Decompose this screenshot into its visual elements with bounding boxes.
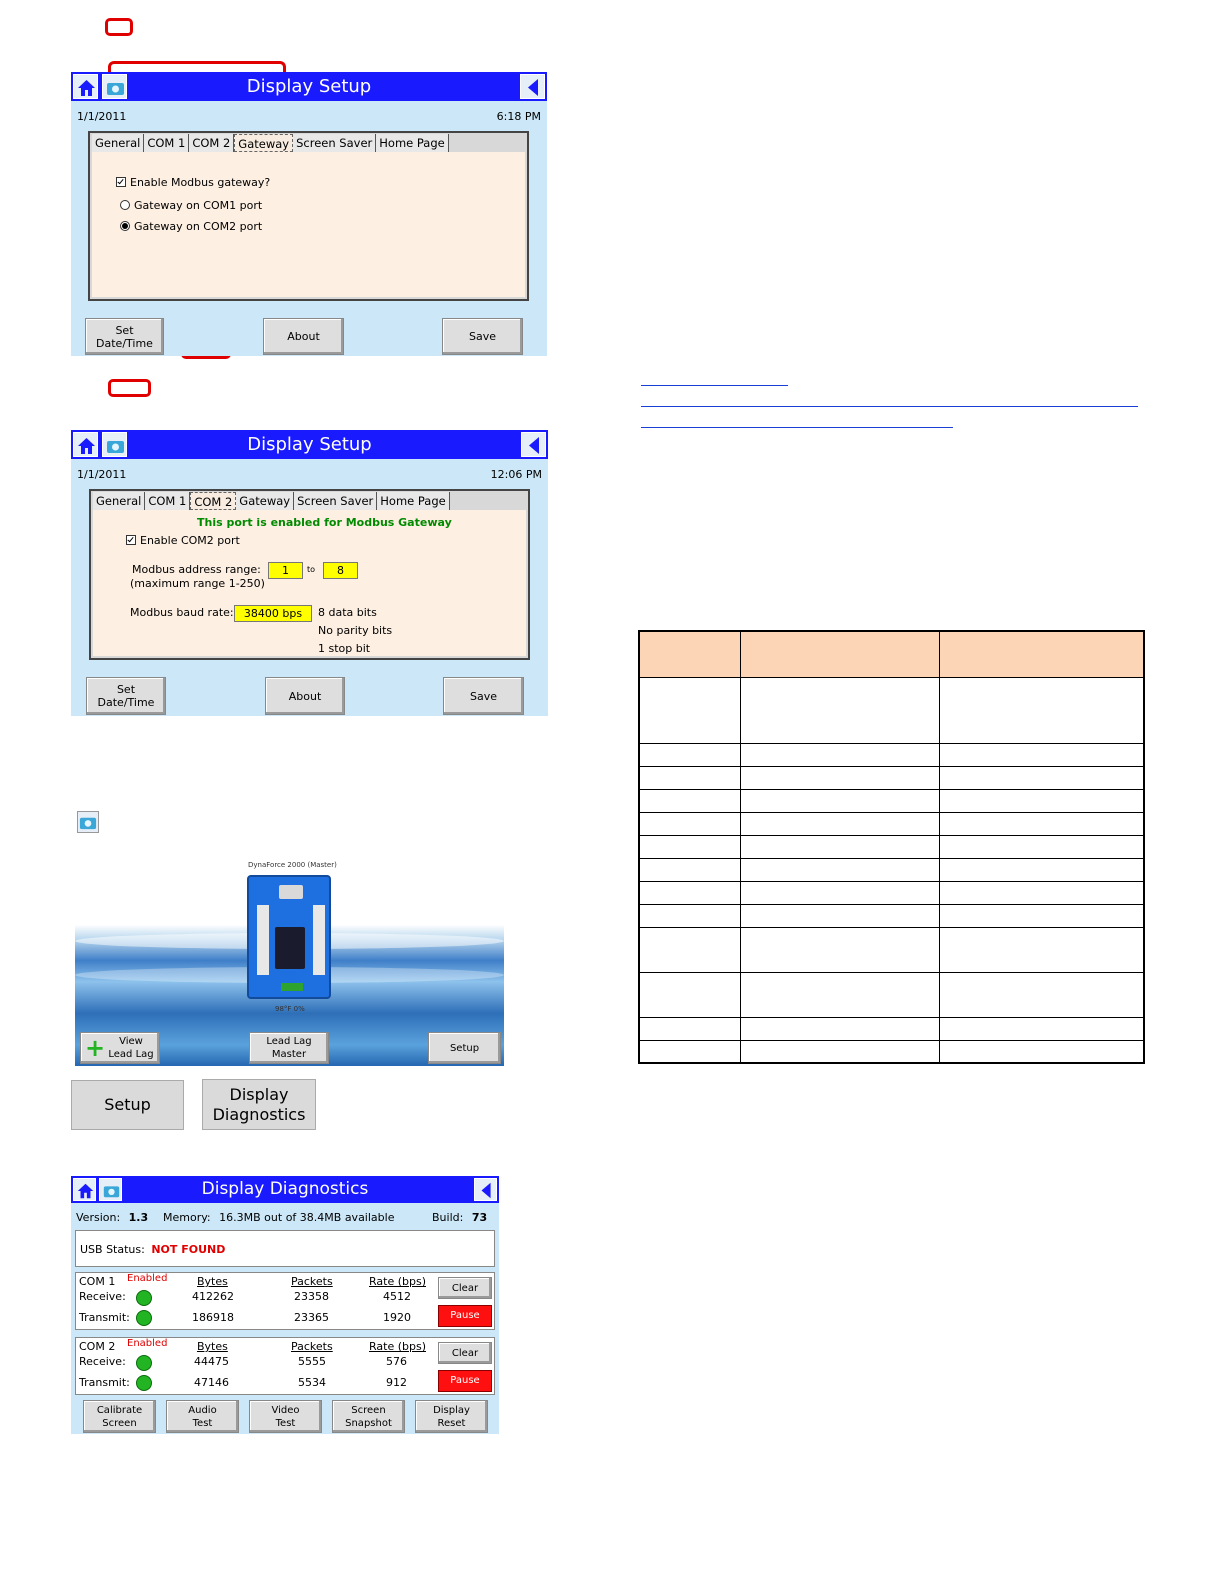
table-cell (741, 631, 940, 677)
settings-tab-panel (89, 489, 530, 660)
temp-reading: 98°F 0% (275, 1005, 305, 1013)
com1-rx-rate: 4512 (383, 1290, 411, 1303)
table-cell (639, 835, 741, 858)
camera-icon (77, 811, 99, 833)
table-cell (940, 677, 1144, 743)
table-cell (639, 1040, 741, 1063)
display-setup-com2-screen (71, 430, 548, 716)
gateway-com2-radio[interactable] (120, 220, 262, 233)
build-label: Build: (432, 1211, 464, 1224)
table-cell (741, 1017, 940, 1040)
address-to-label: to (307, 565, 316, 574)
tab-general[interactable]: General (93, 492, 145, 510)
table-cell (741, 927, 940, 972)
table-cell (940, 812, 1144, 835)
memory-row (163, 1211, 394, 1224)
title-bar (71, 430, 548, 459)
btn-line2: Reset (437, 1417, 466, 1429)
hyperlink-underline[interactable] (641, 406, 1138, 407)
date-label: 1/1/2011 (77, 110, 127, 123)
address-from-field[interactable]: 1 (268, 562, 303, 579)
title-bar (71, 1176, 499, 1203)
receive-label: Receive: (79, 1290, 126, 1303)
table-cell (741, 835, 940, 858)
transmit-status-led (136, 1375, 152, 1391)
table-cell (940, 927, 1144, 972)
com1-tx-bytes: 186918 (192, 1311, 234, 1324)
table-cell (741, 972, 940, 1017)
camera-icon (105, 435, 126, 456)
screen-snapshot-button[interactable] (332, 1400, 405, 1433)
packets-header: Packets (291, 1275, 333, 1288)
table-row (639, 858, 1144, 881)
table-row (639, 881, 1144, 904)
memory-value: 16.3MB out of 38.4MB available (219, 1211, 395, 1224)
tab-home-page[interactable]: Home Page (376, 134, 448, 152)
tab-strip (93, 492, 450, 510)
tab-com1[interactable]: COM 1 (144, 134, 189, 152)
checkbox-checked-icon (126, 535, 136, 545)
table-cell (940, 766, 1144, 789)
time-label: 6:18 PM (496, 110, 541, 123)
back-button[interactable] (521, 432, 546, 457)
com1-tx-packets: 23365 (294, 1311, 329, 1324)
transmit-label: Transmit: (79, 1376, 130, 1389)
btn-line1: Display (433, 1404, 470, 1416)
enable-gateway-checkbox[interactable] (116, 176, 270, 189)
lead-lag-master-button[interactable] (249, 1032, 329, 1064)
tab-com2[interactable]: COM 2 (189, 134, 234, 152)
table-cell (940, 972, 1144, 1017)
set-date-line1: Set (116, 683, 136, 696)
hyperlink-underline[interactable] (641, 385, 788, 386)
table-cell (940, 858, 1144, 881)
diag-line2: Diagnostics (212, 1104, 306, 1124)
tab-com2[interactable]: COM 2 (190, 492, 236, 510)
back-button[interactable] (520, 74, 545, 99)
table-cell (741, 904, 940, 927)
com2-rx-packets: 5555 (298, 1355, 326, 1368)
back-arrow-icon (524, 435, 545, 456)
save-button[interactable] (442, 318, 523, 355)
com2-tx-rate: 912 (386, 1376, 407, 1389)
home-icon (76, 1181, 95, 1200)
tab-general[interactable]: General (92, 134, 144, 152)
display-reset-button[interactable] (415, 1400, 488, 1433)
receive-status-led (136, 1355, 152, 1371)
set-date-line2: Date/Time (96, 336, 153, 350)
home-button[interactable] (73, 1178, 96, 1201)
btn-line1: Calibrate (96, 1404, 143, 1416)
gateway-com1-label: Gateway on COM1 port (134, 199, 263, 212)
set-date-time-button[interactable] (86, 677, 166, 715)
memory-label: Memory: (163, 1211, 211, 1224)
table-row (639, 1017, 1144, 1040)
audio-test-button[interactable] (166, 1400, 239, 1433)
address-range-label: Modbus address range: (132, 563, 261, 576)
tab-screen-saver[interactable]: Screen Saver (293, 134, 376, 152)
screen-title: Display Diagnostics (201, 1179, 369, 1199)
table-cell (639, 631, 741, 677)
about-button[interactable] (263, 318, 344, 355)
tab-strip (92, 134, 449, 152)
table-cell (741, 677, 940, 743)
save-label: Save (469, 689, 497, 703)
tab-content (93, 510, 526, 656)
back-button[interactable] (474, 1178, 497, 1201)
enable-gateway-label: Enable Modbus gateway? (130, 176, 271, 189)
connector-block (313, 905, 325, 975)
com2-rx-rate: 576 (386, 1355, 407, 1368)
display-setup-gateway-screen (71, 72, 547, 356)
baud-rate-label: Modbus baud rate: (130, 606, 234, 619)
table-row (639, 972, 1144, 1017)
date-label: 1/1/2011 (77, 468, 127, 481)
about-button[interactable] (265, 677, 345, 715)
com2-tx-packets: 5534 (298, 1376, 326, 1389)
com2-pause-button[interactable]: Pause (438, 1370, 492, 1392)
table-row (639, 789, 1144, 812)
tab-screen-saver[interactable]: Screen Saver (294, 492, 377, 510)
com1-tx-rate: 1920 (383, 1311, 411, 1324)
tab-com1[interactable]: COM 1 (145, 492, 190, 510)
com1-status: Enabled (127, 1273, 168, 1284)
tab-home-page[interactable]: Home Page (377, 492, 449, 510)
receive-label: Receive: (79, 1355, 126, 1368)
table-cell (741, 766, 940, 789)
status-led (281, 983, 303, 991)
table-cell (741, 1040, 940, 1063)
about-label: About (288, 689, 322, 703)
baud-rate-field[interactable]: 38400 bps (234, 605, 312, 622)
diag-line1: Display (229, 1084, 289, 1104)
gateway-com1-radio[interactable] (120, 199, 262, 212)
usb-status-value: NOT FOUND (151, 1243, 226, 1256)
leadlag-line1: Lead Lag (266, 1036, 312, 1047)
back-arrow-icon (477, 1181, 496, 1200)
enable-com2-label: Enable COM2 port (140, 534, 240, 547)
btn-line1: Audio (188, 1404, 217, 1416)
build-value: 73 (471, 1211, 488, 1224)
table-cell (639, 766, 741, 789)
device-title: DynaForce 2000 (Master) (248, 861, 337, 869)
table-cell (940, 743, 1144, 766)
com2-rx-bytes: 44475 (194, 1355, 229, 1368)
version-label: Version: (76, 1211, 121, 1224)
com1-panel (75, 1272, 495, 1330)
table-cell (741, 743, 940, 766)
save-label: Save (468, 330, 496, 343)
com1-rx-packets: 23358 (294, 1290, 329, 1303)
table-cell (639, 972, 741, 1017)
home-button[interactable] (73, 74, 98, 99)
screen-title: Display Setup (247, 434, 372, 455)
com2-clear-button[interactable]: Clear (438, 1342, 492, 1364)
com1-pause-button[interactable]: Pause (438, 1305, 492, 1327)
callout-marker (105, 18, 133, 36)
data-bits-label: 8 data bits (318, 606, 377, 619)
controller-image[interactable] (247, 875, 331, 999)
usb-status-row (80, 1243, 225, 1256)
table-row (639, 927, 1144, 972)
transmit-label: Transmit: (79, 1311, 130, 1324)
camera-icon (105, 77, 126, 98)
parity-label: No parity bits (318, 624, 393, 637)
table-cell (940, 789, 1144, 812)
table-cell (940, 881, 1144, 904)
time-label: 12:06 PM (490, 468, 542, 481)
table-row (639, 1040, 1144, 1063)
table-cell (940, 1017, 1144, 1040)
transmit-status-led (136, 1310, 152, 1326)
data-table (638, 630, 1145, 1064)
settings-tab-panel (88, 131, 529, 301)
calibrate-screen-button[interactable] (83, 1400, 156, 1433)
radio-unselected-icon (120, 200, 130, 210)
table-cell (639, 812, 741, 835)
display-diagnostics-screen (71, 1176, 499, 1434)
setup-button[interactable] (428, 1032, 501, 1064)
address-range-note: (maximum range 1-250) (130, 577, 265, 590)
plus-icon: + (85, 1034, 106, 1062)
tab-content (92, 152, 525, 297)
view-line1: View (119, 1036, 143, 1047)
com2-panel (75, 1337, 495, 1395)
btn-line2: Test (192, 1417, 213, 1429)
gateway-notice: This port is enabled for Modbus Gateway (197, 516, 452, 529)
checkbox-checked-icon (116, 177, 126, 187)
table-cell (940, 631, 1144, 677)
home-icon (76, 77, 97, 98)
version-row (76, 1211, 148, 1224)
btn-line2: Screen (102, 1417, 137, 1429)
table-cell (639, 789, 741, 812)
table-cell (741, 789, 940, 812)
leadlag-line2: Master (271, 1049, 307, 1060)
panel-cover (279, 885, 303, 899)
bytes-header: Bytes (197, 1340, 228, 1353)
hyperlink-underline[interactable] (641, 427, 953, 428)
table-row (639, 812, 1144, 835)
home-button[interactable] (73, 432, 98, 457)
build-row (432, 1211, 487, 1224)
snapshot-button[interactable] (102, 432, 127, 457)
snapshot-button[interactable] (99, 1178, 122, 1201)
table-row (639, 766, 1144, 789)
com1-label: COM 1 (79, 1275, 116, 1288)
tab-gateway[interactable]: Gateway (236, 492, 294, 510)
view-line2: Lead Lag (108, 1049, 154, 1060)
table-cell (639, 1017, 741, 1040)
snapshot-button[interactable] (102, 74, 127, 99)
enable-com2-checkbox[interactable] (126, 534, 240, 547)
set-date-line1: Set (115, 323, 134, 337)
bytes-header: Bytes (197, 1275, 228, 1288)
com2-tx-bytes: 47146 (194, 1376, 229, 1389)
callout-marker (108, 379, 151, 397)
com1-rx-bytes: 412262 (192, 1290, 234, 1303)
setup-label: Setup (104, 1095, 151, 1114)
stop-bits-label: 1 stop bit (318, 642, 371, 655)
home-screen (75, 855, 504, 1066)
btn-line2: Test (275, 1417, 296, 1429)
table-cell (639, 927, 741, 972)
save-button[interactable] (443, 677, 524, 715)
rate-header: Rate (bps) (369, 1275, 426, 1288)
table-row (639, 904, 1144, 927)
setup-button[interactable] (71, 1080, 184, 1130)
usb-status-panel (75, 1230, 495, 1267)
rate-header: Rate (bps) (369, 1340, 426, 1353)
receive-status-led (136, 1290, 152, 1306)
com2-label: COM 2 (79, 1340, 116, 1353)
display-module (275, 927, 305, 969)
setup-label: Setup (449, 1042, 480, 1054)
radio-selected-icon (120, 221, 130, 231)
table-cell (639, 904, 741, 927)
table-cell (940, 1040, 1144, 1063)
packets-header: Packets (291, 1340, 333, 1353)
table-cell (741, 881, 940, 904)
table-cell (940, 904, 1144, 927)
video-test-button[interactable] (249, 1400, 322, 1433)
home-icon (76, 435, 97, 456)
btn-line1: Screen (351, 1404, 386, 1416)
screen-title: Display Setup (246, 76, 372, 97)
table-header-row (639, 631, 1144, 677)
btn-line1: Video (271, 1404, 300, 1416)
set-date-line2: Date/Time (97, 696, 155, 709)
table-cell (639, 881, 741, 904)
table-cell (741, 858, 940, 881)
table-row (639, 743, 1144, 766)
table-row (639, 677, 1144, 743)
btn-line2: Snapshot (345, 1417, 392, 1429)
com2-status: Enabled (127, 1338, 168, 1349)
gateway-com2-label: Gateway on COM2 port (134, 220, 263, 233)
set-date-time-button[interactable] (85, 318, 164, 355)
back-arrow-icon (523, 77, 544, 98)
version-value: 1.3 (128, 1211, 149, 1224)
camera-icon (102, 1181, 121, 1200)
title-bar (71, 72, 547, 101)
connector-block (257, 905, 269, 975)
usb-status-label: USB Status: (80, 1243, 145, 1256)
table-row (639, 835, 1144, 858)
tab-gateway[interactable]: Gateway (234, 134, 293, 152)
table-cell (639, 677, 741, 743)
view-lead-lag-button[interactable] (80, 1032, 160, 1064)
address-to-field[interactable]: 8 (323, 562, 358, 579)
table-cell (741, 812, 940, 835)
table-cell (639, 743, 741, 766)
table-cell (639, 858, 741, 881)
table-cell (940, 835, 1144, 858)
display-diagnostics-button[interactable] (202, 1079, 316, 1130)
about-label: About (287, 330, 320, 343)
com1-clear-button[interactable]: Clear (438, 1277, 492, 1299)
